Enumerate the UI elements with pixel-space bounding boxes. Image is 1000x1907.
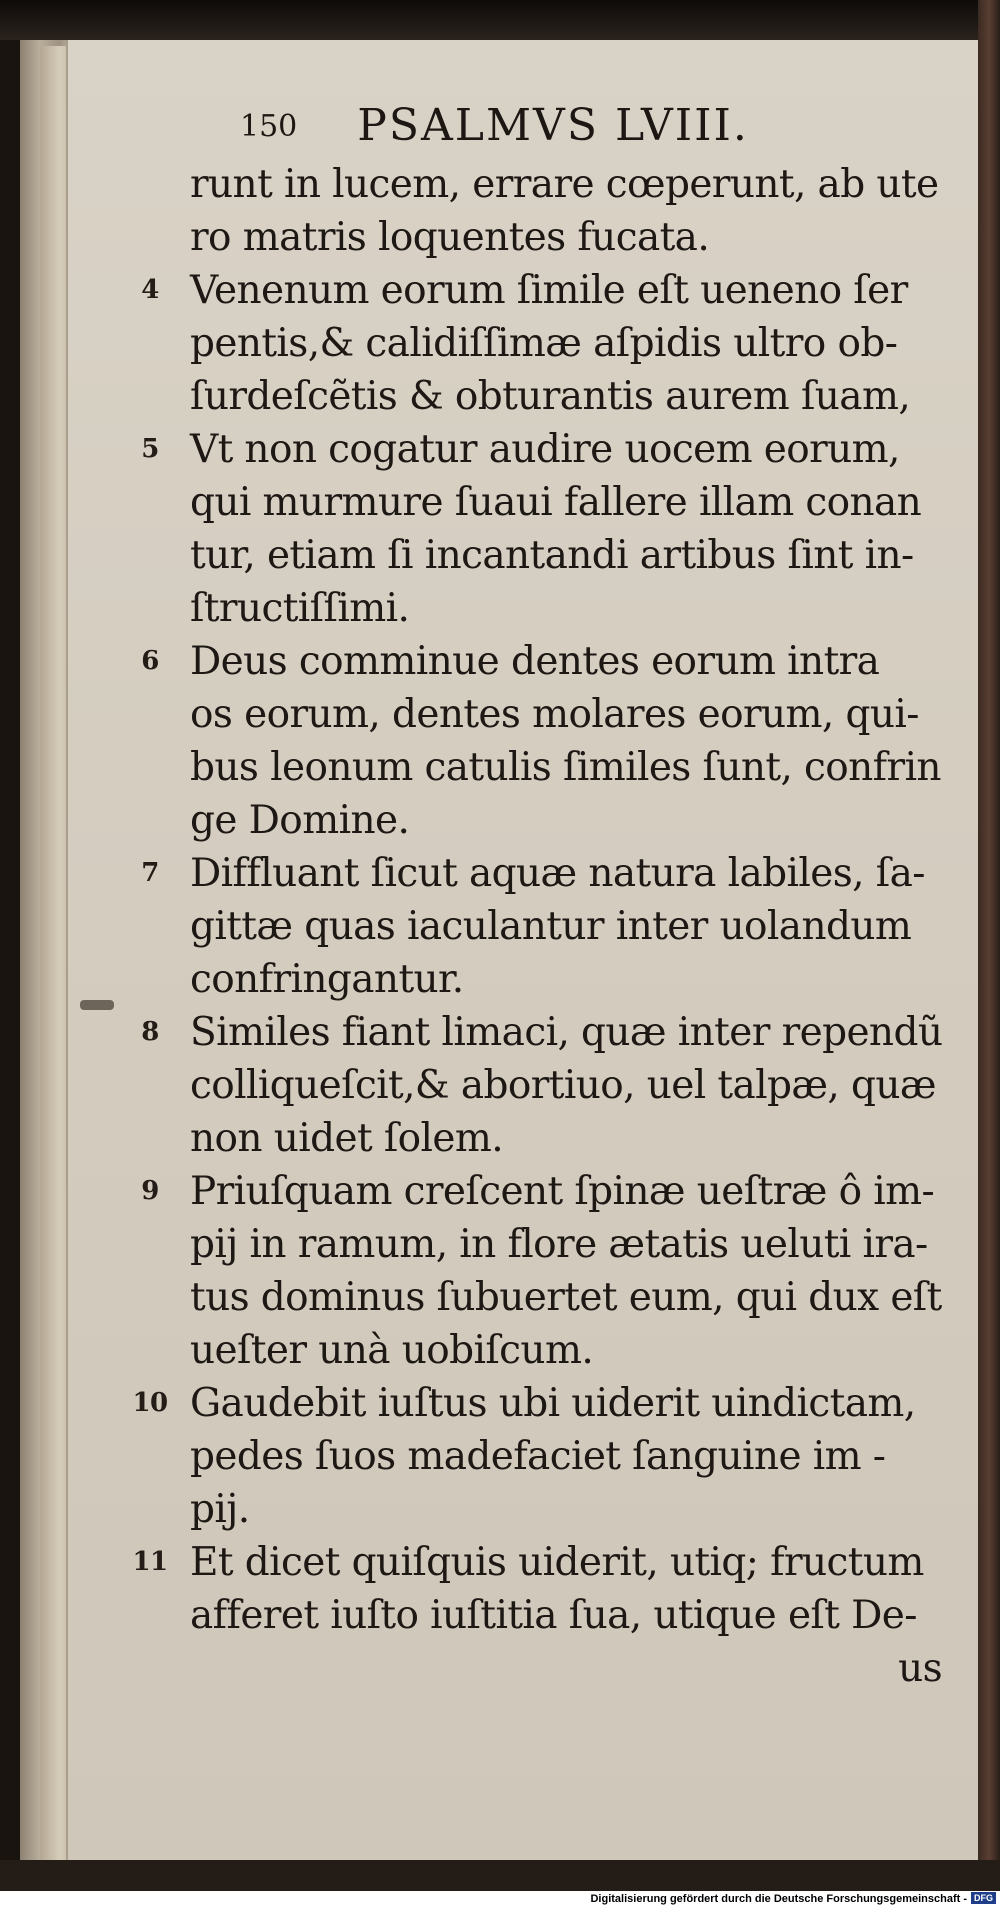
- text-line: 8 Similes fiant limaci, quæ inter rependũ: [190, 1006, 950, 1059]
- text-line: 10 Gaudebit iuſtus ubi uiderit uindictam,: [190, 1377, 950, 1430]
- verse-number: 4: [141, 275, 159, 305]
- top-border: [0, 0, 1000, 40]
- text-line: afferet iuſto iuſtitia ſua, utique eſt De-: [190, 1593, 917, 1638]
- text-line: 6 Deus comminue dentes eorum intra: [190, 635, 950, 688]
- text-line: tur, etiam ſi incantandi artibus ſint in-: [190, 533, 914, 578]
- text-line: runt in lucem, errare cœperunt, ab ute: [190, 162, 939, 207]
- text-line: ſtructiſſimi.: [190, 586, 410, 631]
- text-line: ro matris loquentes fucata.: [190, 215, 710, 260]
- verse-number: 5: [141, 434, 159, 464]
- text-line: 7 Diffluant ſicut aquæ natura labiles, ſa-: [190, 847, 950, 900]
- verse-number: 11: [132, 1547, 168, 1577]
- text-line: bus leonum catulis ſimiles ſunt, confrin: [190, 745, 941, 790]
- right-cover-edge: [978, 0, 1000, 1907]
- psalm-text: [132, 158, 950, 1695]
- text-line: qui murmure ſuaui fallere illam conan: [190, 480, 922, 525]
- verse-number: 7: [141, 858, 159, 888]
- text-line: confringantur.: [190, 957, 464, 1002]
- page-number: 150: [240, 109, 298, 144]
- verse-number: 6: [141, 646, 159, 676]
- text-line: tus dominus ſubuertet eum, qui dux eſt: [190, 1275, 942, 1320]
- text-line: gittæ quas iaculantur inter uolandum: [190, 904, 912, 949]
- text-line: 4 Venenum eorum ſimile eſt ueneno ſer: [190, 264, 950, 317]
- text-line: colliqueſcit,& abortiuo, uel talpæ, quæ: [190, 1063, 936, 1108]
- credit-text: Digitalisierung gefördert durch die Deutsche Forschungsgemeinschaft -: [590, 1893, 967, 1905]
- text-line: ſurdeſcẽtis & obturantis aurem ſuam,: [190, 374, 911, 419]
- verse-number: 9: [141, 1176, 159, 1206]
- verse-number: 8: [141, 1017, 159, 1047]
- running-header: [240, 100, 749, 160]
- text-line: pij.: [190, 1487, 250, 1532]
- text-line: os eorum, dentes molares eorum, qui-: [190, 692, 919, 737]
- verse-number: 10: [132, 1388, 168, 1418]
- text-line: ueſter unà uobiſcum.: [190, 1328, 594, 1373]
- text-line: ge Domine.: [190, 798, 410, 843]
- digitization-credit: [0, 1891, 1000, 1907]
- dfg-logo: DFG: [971, 1892, 996, 1904]
- text-line: pentis,& calidiſſimæ aſpidis ultro ob-: [190, 321, 898, 366]
- text-line: pedes ſuos madefaciet ſanguine im -: [190, 1434, 886, 1479]
- running-head-title: PSALMVS LVIII.: [357, 100, 749, 151]
- catchword: us: [898, 1646, 942, 1691]
- page-marker-mark: [80, 1000, 114, 1010]
- text-line: 5 Vt non cogatur audire uocem eorum,: [190, 423, 950, 476]
- text-line: pij in ramum, in flore ætatis ueluti ira-: [190, 1222, 928, 1267]
- text-line: 11 Et dicet quiſquis uiderit, utiq; fructum: [190, 1536, 950, 1589]
- text-line: 9 Priuſquam creſcent ſpinæ ueſtræ ô im-: [190, 1165, 950, 1218]
- text-line: non uidet ſolem.: [190, 1116, 504, 1161]
